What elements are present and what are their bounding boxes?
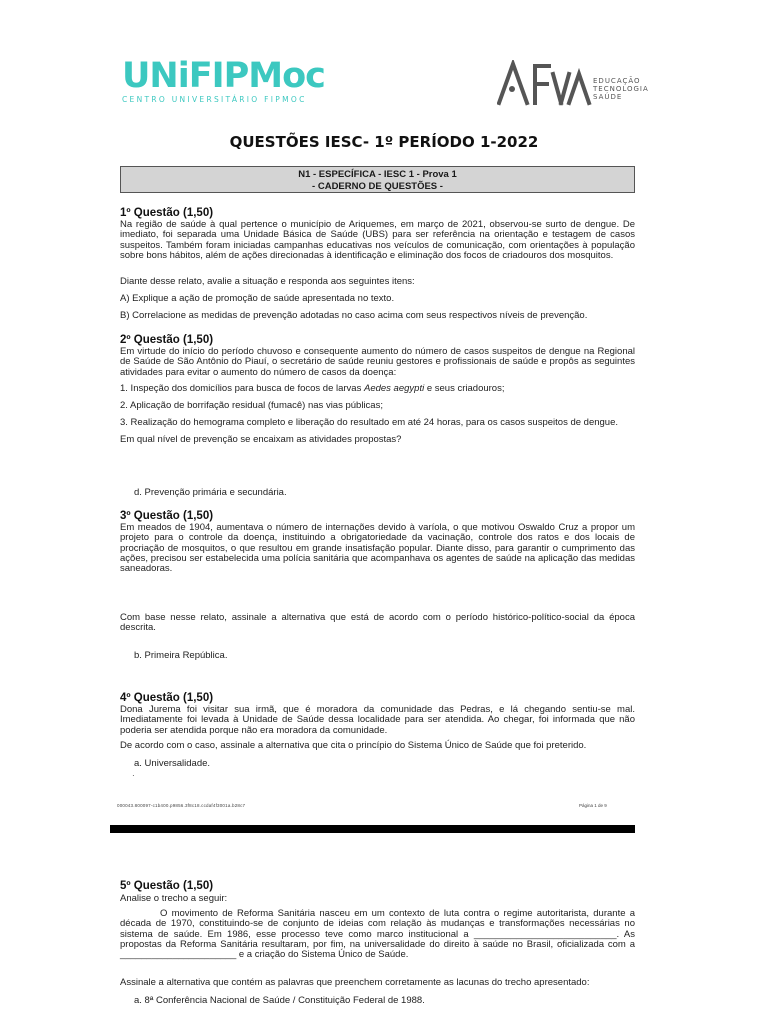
q2-question: Em qual nível de prevenção se encaixam as atividades propostas? xyxy=(120,434,402,445)
document-title: QUESTÕES IESC- 1º PERÍODO 1-2022 xyxy=(229,133,539,151)
page-break-divider xyxy=(110,825,635,833)
unifipmoc-logo xyxy=(122,56,325,104)
q4-title: 4º Questão (1,50) xyxy=(120,692,214,704)
q5-title: 5º Questão (1,50) xyxy=(120,880,214,892)
q3-paragraph: Em meados de 1904, aumentava o número de internações devido à varíola, o que motivou Oswaldo Cruz a propor um projeto para o controle da doença, instituindo a obrigatoriedade da vacinação, controle dos ratos e dos locais de procriação de mosquitos, o que resultou em grande insatisfação popular. Diante disso, para garantir o cumprimento das ações, precisou ser estabelecida uma polícia sanitária que acompanhava os agentes de saúde na aplicação das medidas saneadoras. xyxy=(120,522,635,575)
q4-paragraph: Dona Jurema foi visitar sua irmã, que é moradora da comunidade das Pedras, e lá chegando sentiu-se mal. Imediatamente foi levada à Unidade de Saúde dessa localidade para ser atendida. Ao chegar, foi informada que não poderia ser atendida porque não era moradora da comunidade. xyxy=(120,704,635,736)
q5-question: Assinale a alternativa que contém as palavras que preenchem corretamente as lacunas do trecho apresentado: xyxy=(120,977,590,988)
exam-header-box xyxy=(120,166,635,193)
q1-prompt: Diante desse relato, avalie a situação e responda aos seguintes itens: xyxy=(120,276,415,287)
exam-header-line1: N1 - ESPECÍFICA - IESC 1 - Prova 1 xyxy=(298,169,457,180)
q2-item-2: 2. Aplicação de borrifação residual (fumacê) nas vias públicas; xyxy=(120,400,383,411)
q2-item-1-species: Aedes aegypti xyxy=(363,383,425,394)
q4-answer: a. Universalidade. xyxy=(134,758,211,769)
q1-paragraph: Na região de saúde à qual pertence o município de Ariquemes, em março de 2021, observou-se surto de dengue. De imediato, foi separada uma Unidade Básica de Saúde (UBS) para ser referência na orientação e testagem de casos suspeitos. Também foram iniciadas campanhas educativas nos veículos de comunicação, com orientações à população sobre bons hábitos, além de ações direcionadas à identificação e eliminação dos focos de criadouros dos mosquitos. xyxy=(120,219,635,261)
q5-paragraph: O movimento de Reforma Sanitária nasceu em um contexto de luta contra o regime autoritarista, durante a década de 1970, constituindo-se de conjunto de ideias com relação às mudanças e transformações necessárias no sistema de saúde. Em 1986, esse processo teve como marco institucional a ___________________________. As propostas da Reforma Sanitária resultaram, por fim, na universalidade do direito à saúde no Brasil, oficializada com a ______________________ e a criação do Sistema Único de Saúde. xyxy=(120,908,635,961)
q5-answer: a. 8ª Conferência Nacional de Saúde / Constituição Federal de 1988. xyxy=(134,995,425,1006)
q1-item-a: A) Explique a ação de promoção de saúde apresentada no texto. xyxy=(120,293,395,304)
unifipmoc-logo-subtitle: CENTRO UNIVERSITÁRIO FIPMOC xyxy=(122,95,307,104)
q1-title: 1º Questão (1,50) xyxy=(120,207,214,219)
page-footer-code: 000043.800097-c1b400.p9856.3f8c18.ccdaf4f3001a.b28c7 xyxy=(117,803,246,808)
afya-logo-tagline: EDUCAÇÃO TECNOLOGIA SAÚDE xyxy=(593,77,649,101)
q3-answer: b. Primeira República. xyxy=(134,650,228,661)
q3-title: 3º Questão (1,50) xyxy=(120,510,214,522)
q2-answer: d. Prevenção primária e secundária. xyxy=(134,487,287,498)
q2-paragraph: Em virtude do início do período chuvoso e consequente aumento do número de casos suspeitos de dengue na Regional de Saúde de São Antônio do Piauí, o secretário de saúde reuniu gestores e profissionais de saúde e propôs as seguintes atividades para evitar o aumento do número de casos da doença: xyxy=(120,346,635,378)
q2-item-3: 3. Realização do hemograma completo e liberação do resultado em até 24 horas, para os casos suspeitos de dengue. xyxy=(120,417,618,428)
exam-header-line2: - CADERNO DE QUESTÕES - xyxy=(312,180,443,192)
unifipmoc-logo-name: UNiFIPMoc xyxy=(122,56,325,96)
afya-logo-mark xyxy=(497,60,592,106)
q4-question: De acordo com o caso, assinale a alternativa que cita o princípio do Sistema Único de Saúde que foi preterido. xyxy=(120,740,587,751)
stray-mark: · xyxy=(132,771,135,780)
q2-item-1: 1. Inspeção dos domicílios para busca de focos de larvas Aedes aegypti e seus criadouros; xyxy=(120,383,505,394)
q5-intro: Analise o trecho a seguir: xyxy=(120,893,228,904)
q2-title: 2º Questão (1,50) xyxy=(120,334,214,346)
q1-item-b: B) Correlacione as medidas de prevenção adotadas no caso acima com seus respectivos níveis de prevenção. xyxy=(120,310,588,321)
q3-question: Com base nesse relato, assinale a alternativa que está de acordo com o período histórico-político-social da época descrita. xyxy=(120,612,635,634)
page-footer-number: Página 1 de 9 xyxy=(579,803,607,808)
afya-logo xyxy=(497,60,667,106)
